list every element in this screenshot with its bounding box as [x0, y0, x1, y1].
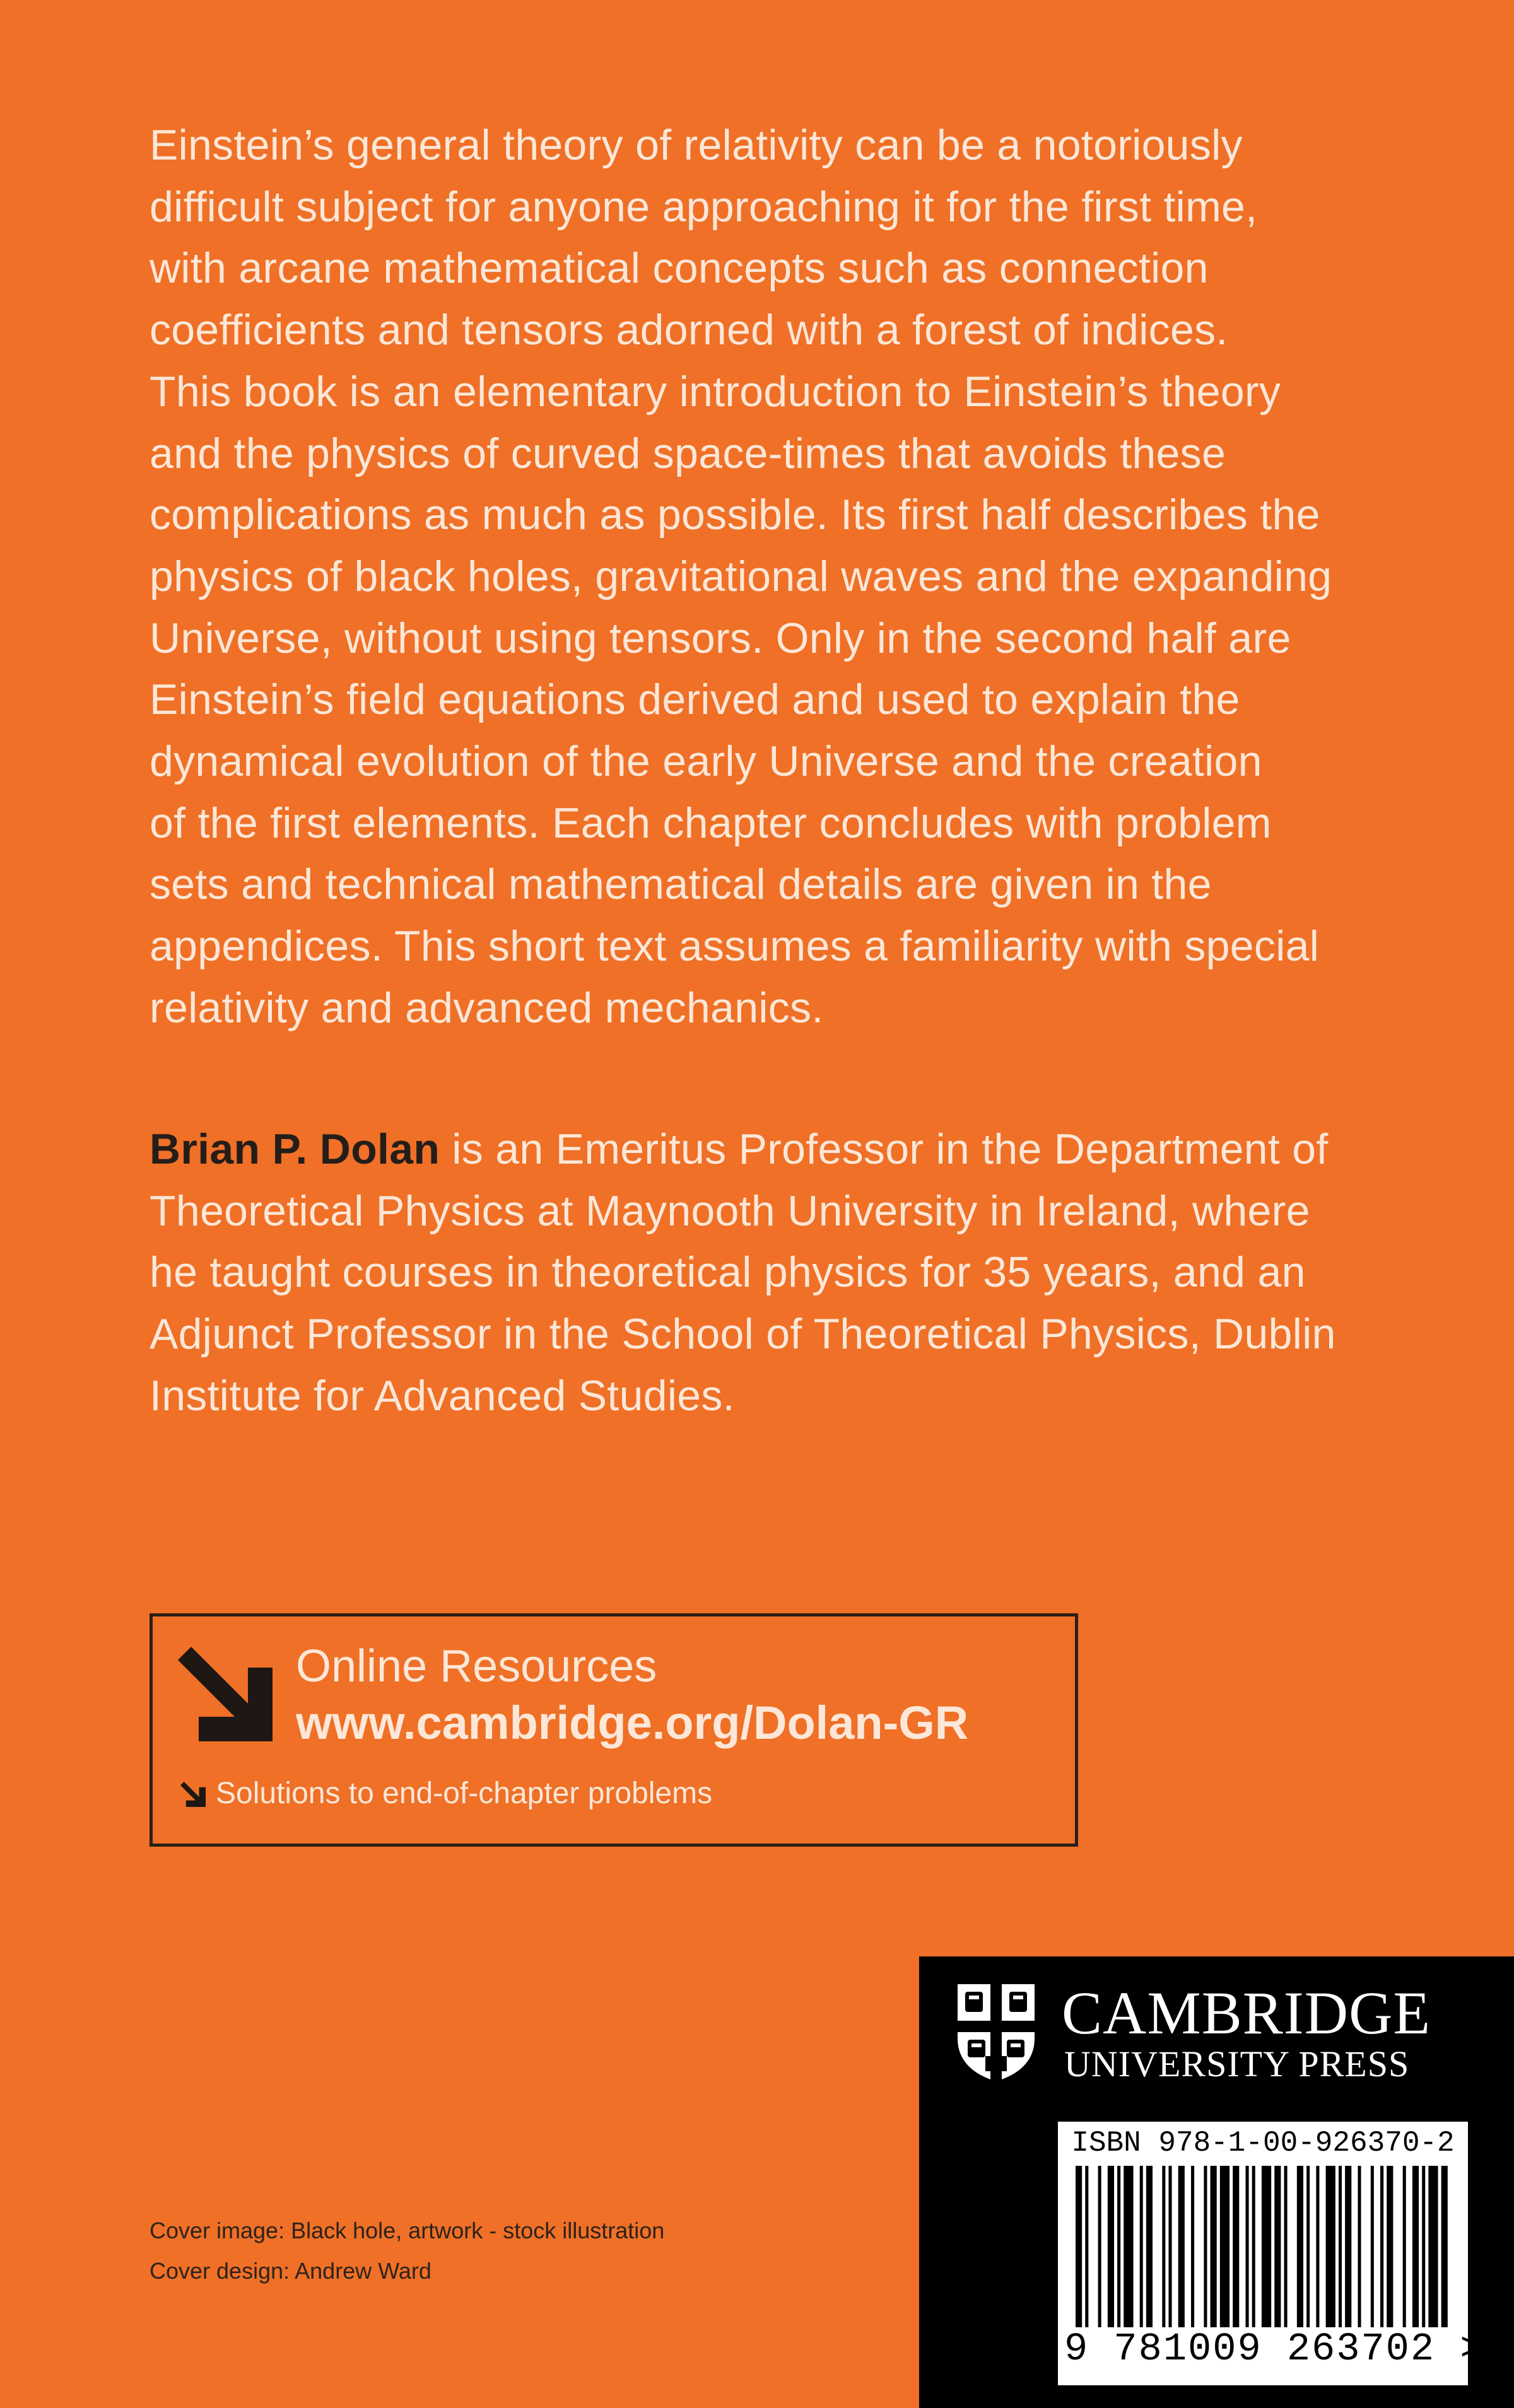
author-bio-line: Institute for Advanced Studies.	[150, 1371, 735, 1420]
description-line: and the physics of curved space-times that avoids these	[150, 429, 1226, 477]
description-line: Universe, without using tensors. Only in the second half are	[150, 614, 1291, 662]
cover-image-credit: Cover image: Black hole, artwork - stock illustration	[150, 2218, 665, 2243]
description-line: difficult subject for anyone approaching it for the first time,	[150, 182, 1258, 231]
author-name: Brian P. Dolan	[150, 1125, 440, 1173]
arrow-down-right-icon	[180, 1782, 206, 1807]
publisher-panel	[919, 1956, 1514, 2408]
description-line: physics of black holes, gravitational waves and the expanding	[150, 552, 1332, 600]
author-bio-line	[150, 1119, 1449, 1181]
cambridge-crest-icon	[955, 1982, 1037, 2083]
author-bio-line: he taught courses in theoretical physics for 35 years, and an	[150, 1248, 1306, 1297]
barcode-bars	[1076, 2166, 1454, 2327]
description-line: sets and technical mathematical details are given in the	[150, 860, 1212, 909]
description-line: This book is an elementary introduction to Einstein’s theory	[150, 367, 1281, 416]
author-bio-line: Adjunct Professor in the School of Theoretical Physics, Dublin	[150, 1310, 1336, 1359]
publisher-name: CAMBRIDGE	[1062, 1979, 1431, 2047]
description-line: complications as much as possible. Its first half describes the	[150, 491, 1320, 539]
cover-credits	[150, 2211, 664, 2291]
description-paragraph	[150, 115, 1449, 1039]
author-bio-text: is an Emeritus Professor in the Department of	[440, 1125, 1329, 1173]
description-line: of the first elements. Each chapter concludes with problem	[150, 798, 1272, 847]
description-line: coefficients and tensors adorned with a forest of indices.	[150, 306, 1228, 354]
description-line: appendices. This short text assumes a familiarity with special	[150, 922, 1320, 971]
publisher-subname: UNIVERSITY PRESS	[1064, 2043, 1410, 2084]
description-line: relativity and advanced mechanics.	[150, 983, 824, 1032]
online-resources-title: Online Resources	[296, 1641, 657, 1692]
online-resources-note: Solutions to end-of-chapter problems	[216, 1777, 713, 1810]
description-line: dynamical evolution of the early Universe and the creation	[150, 737, 1262, 786]
online-resources-box	[150, 1613, 1078, 1847]
description-line: Einstein’s general theory of relativity can be a notoriously	[150, 121, 1243, 169]
ean-digits: 9 781009 263702 >	[1064, 2327, 1485, 2371]
author-bio	[150, 1119, 1449, 1427]
arrow-down-right-icon	[178, 1647, 273, 1741]
description-line: with arcane mathematical concepts such as connection	[150, 244, 1209, 293]
online-resources-link[interactable]: www.cambridge.org/Dolan-GR	[296, 1697, 969, 1749]
cover-design-credit: Cover design: Andrew Ward	[150, 2258, 431, 2284]
author-bio-line: Theoretical Physics at Maynooth University in Ireland, where	[150, 1186, 1310, 1235]
isbn-label: ISBN 978-1-00-926370-2	[1071, 2127, 1455, 2160]
isbn-barcode	[1058, 2122, 1485, 2385]
description-line: Einstein’s field equations derived and used to explain the	[150, 675, 1240, 724]
